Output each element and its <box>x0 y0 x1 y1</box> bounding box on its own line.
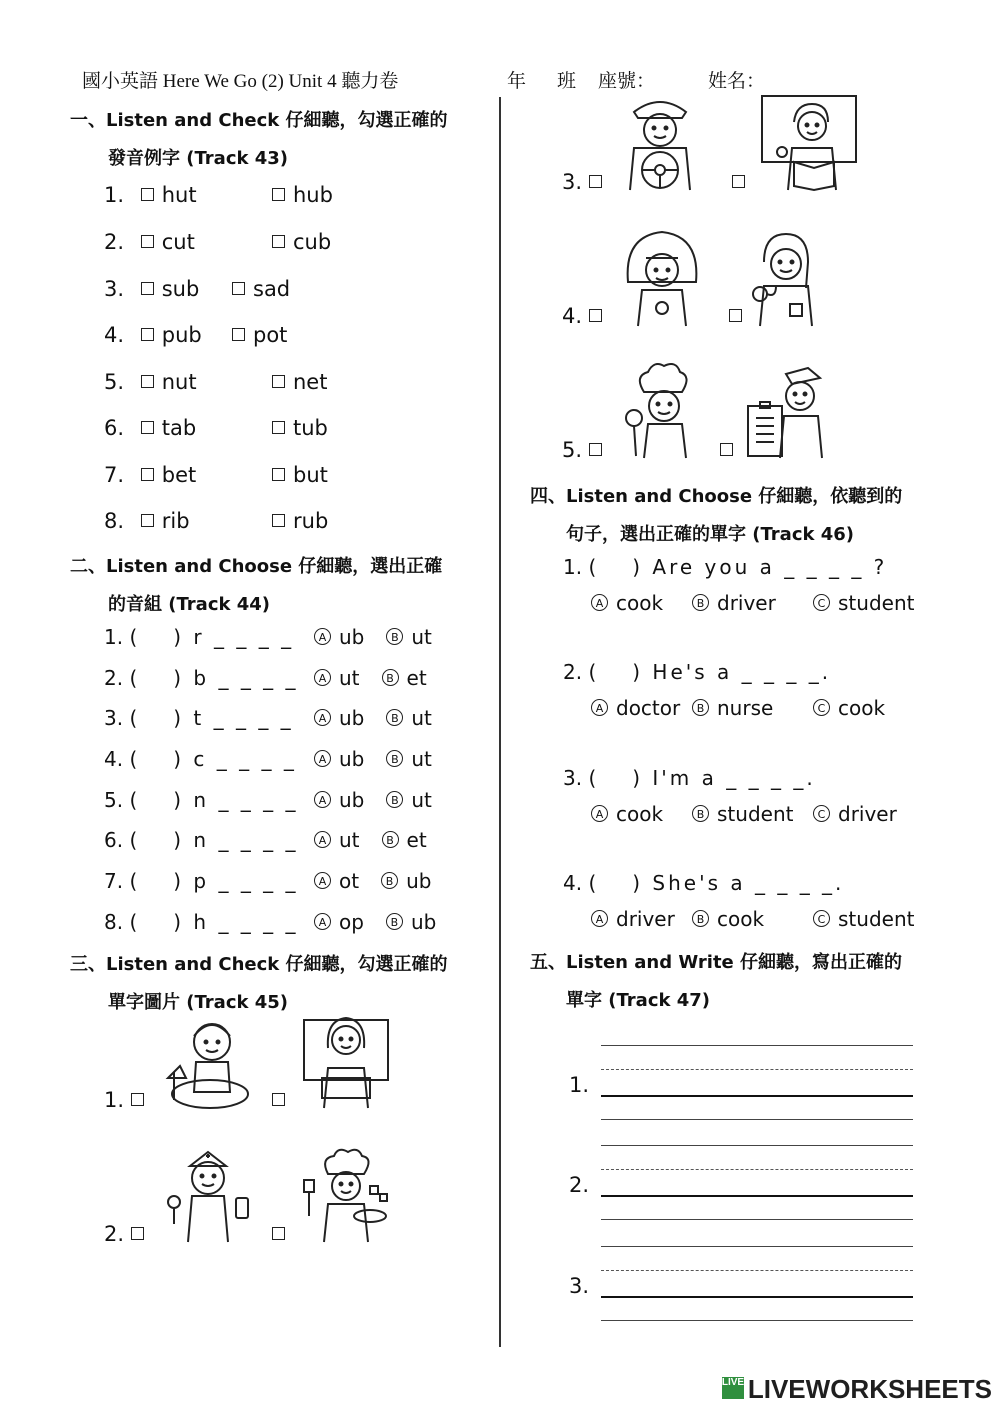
seat-label: 座號： <box>598 71 656 92</box>
s4-option-a: driver <box>616 907 675 931</box>
marker-b: B <box>381 872 398 889</box>
s2-item <box>104 910 299 934</box>
s4-option-a-wrap <box>591 591 663 615</box>
s3-item-5-num: 5. <box>562 438 583 462</box>
s5-item-num: 3. <box>569 1274 590 1298</box>
s4-option-c: cook <box>838 696 886 720</box>
s2-option-a: ub <box>339 625 365 649</box>
marker-a: A <box>314 872 331 889</box>
s1-item-num: 8. <box>104 509 125 533</box>
s4-sentence: ) Are you a _ _ _ _ ? <box>632 555 888 579</box>
s2-item <box>104 869 299 893</box>
student-icon <box>160 1012 256 1112</box>
s1-item-num: 6. <box>104 416 125 440</box>
s4-item-num: 1. ( <box>563 555 597 579</box>
s1-item-num: 2. <box>104 230 125 254</box>
s1-checkbox-b[interactable] <box>272 421 285 434</box>
marker-b: B <box>382 669 399 686</box>
section4-heading: 四、Listen and Choose 仔細聽，依聽到的 <box>530 486 903 507</box>
name-label: 姓名： <box>708 71 766 92</box>
s1-item-b <box>232 323 287 347</box>
s2-option-b: ut <box>411 706 432 730</box>
s4-item <box>563 660 831 684</box>
s2-options <box>314 666 427 690</box>
s4-option-c-wrap <box>813 696 885 720</box>
write-line-top <box>601 1045 913 1046</box>
s1-item-b <box>272 463 328 487</box>
s3-item-3-checkbox-b[interactable] <box>732 175 745 188</box>
year-label: 年 <box>507 71 527 92</box>
girl-student-icon <box>620 228 704 328</box>
s1-item-b <box>272 183 333 207</box>
teacher-icon <box>298 1012 394 1112</box>
s1-checkbox-a[interactable] <box>141 328 154 341</box>
s1-option-b: rub <box>293 509 329 533</box>
s4-option-b-wrap <box>692 696 773 720</box>
s5-item-num: 2. <box>569 1173 590 1197</box>
s1-item <box>104 183 197 207</box>
s2-item <box>104 828 299 852</box>
worksheet-title: 國小英語 Here We Go (2) Unit 4 聽力卷 <box>82 71 399 92</box>
s2-option-a: ub <box>339 706 365 730</box>
s1-item-b <box>272 416 328 440</box>
s1-option-a: sub <box>161 277 200 301</box>
s1-item-b <box>272 230 331 254</box>
s2-item-letter: ) t _ _ _ _ <box>173 706 294 730</box>
section2-subheading: 的音組 (Track 44) <box>108 594 270 615</box>
write-line-mid <box>601 1169 913 1170</box>
s3-item-2-b <box>272 1222 293 1246</box>
write-line-base[interactable] <box>601 1195 913 1197</box>
s1-option-a: nut <box>161 370 197 394</box>
s4-option-a-wrap <box>591 696 680 720</box>
s3-item-1-num: 1. <box>104 1088 125 1112</box>
s1-item <box>104 323 202 347</box>
s3-item-2-checkbox-a[interactable] <box>131 1227 144 1240</box>
s4-option-c-wrap <box>813 907 914 931</box>
s1-checkbox-a[interactable] <box>141 375 154 388</box>
s2-item-letter: ) h _ _ _ _ <box>173 910 299 934</box>
s1-checkbox-b[interactable] <box>272 375 285 388</box>
write-line-mid <box>601 1069 913 1070</box>
s2-option-a: ut <box>339 828 360 852</box>
s1-option-b: but <box>293 463 328 487</box>
s4-item <box>563 555 887 579</box>
s2-options <box>314 828 427 852</box>
s3-item-1 <box>104 1088 152 1112</box>
marker-b: B <box>386 709 403 726</box>
s1-option-a: rib <box>161 509 190 533</box>
s3-item-4 <box>562 304 610 328</box>
s4-option-a: doctor <box>616 696 681 720</box>
s2-option-a: ub <box>339 747 365 771</box>
s1-item-b <box>272 370 327 394</box>
s2-item-num: 2. ( <box>104 666 138 690</box>
marker-c: C <box>813 699 830 716</box>
nurse-icon <box>160 1144 256 1244</box>
marker-a: A <box>314 709 331 726</box>
section4-subheading: 句子，選出正確的單字 (Track 46) <box>566 524 854 545</box>
s4-option-b-wrap <box>692 591 776 615</box>
s2-item <box>104 666 299 690</box>
liveworksheets-logo-text: LIVEWORKSHEETS <box>747 1374 992 1404</box>
section5-heading: 五、Listen and Write 仔細聽，寫出正確的 <box>530 952 903 973</box>
marker-a: A <box>314 913 331 930</box>
s2-item-num: 8. ( <box>104 910 138 934</box>
s3-item-2 <box>104 1222 152 1246</box>
s1-checkbox-b[interactable] <box>272 514 285 527</box>
s3-item-5-checkbox-b[interactable] <box>720 443 733 456</box>
s1-checkbox-b[interactable] <box>232 328 245 341</box>
s2-item <box>104 788 299 812</box>
s4-option-a-wrap <box>591 907 675 931</box>
marker-a: A <box>314 628 331 645</box>
marker-b: B <box>382 831 399 848</box>
s1-item <box>104 463 196 487</box>
s2-option-b: ub <box>406 869 432 893</box>
driver-icon <box>620 92 700 192</box>
s3-item-5 <box>562 438 610 462</box>
marker-b: B <box>386 913 403 930</box>
s3-item-2-checkbox-b[interactable] <box>272 1227 285 1240</box>
s2-item-letter: ) b _ _ _ _ <box>173 666 299 690</box>
s3-item-5-checkbox-a[interactable] <box>589 443 602 456</box>
s4-option-b: cook <box>717 907 765 931</box>
s4-sentence: ) I'm a _ _ _ _. <box>632 766 816 790</box>
s4-option-b: nurse <box>717 696 774 720</box>
s2-option-a: ut <box>339 666 360 690</box>
s2-item-letter: ) p _ _ _ _ <box>173 869 299 893</box>
s2-options <box>314 625 432 649</box>
doctor-icon <box>742 228 822 328</box>
s4-option-a: cook <box>616 802 664 826</box>
s4-item <box>563 766 816 790</box>
nurse-clipboard-icon <box>744 360 828 460</box>
s2-option-b: et <box>406 666 427 690</box>
s1-item-b <box>232 277 290 301</box>
s1-option-a: cut <box>161 230 195 254</box>
teacher-man-icon <box>758 92 858 192</box>
s1-checkbox-a[interactable] <box>141 282 154 295</box>
cook-icon <box>298 1144 394 1244</box>
s2-item <box>104 747 297 771</box>
s1-option-a: pub <box>161 323 202 347</box>
s3-item-1-checkbox-a[interactable] <box>131 1093 144 1106</box>
write-line-bottom <box>601 1320 913 1321</box>
section1-heading: 一、Listen and Check 仔細聽，勾選正確的 <box>70 110 448 131</box>
marker-a: A <box>591 805 608 822</box>
s3-item-5-b <box>720 438 741 462</box>
marker-a: A <box>314 831 331 848</box>
s1-item-num: 4. <box>104 323 125 347</box>
marker-a: A <box>591 594 608 611</box>
section1-subheading: 發音例字 (Track 43) <box>108 148 288 169</box>
s4-item-num: 2. ( <box>563 660 597 684</box>
s3-item-2-num: 2. <box>104 1222 125 1246</box>
marker-b: B <box>386 628 403 645</box>
s1-item-num: 1. <box>104 183 125 207</box>
s4-option-a: cook <box>616 591 664 615</box>
s1-item-num: 5. <box>104 370 125 394</box>
s4-option-c-wrap <box>813 591 914 615</box>
s4-option-a-wrap <box>591 802 663 826</box>
s4-option-c: student <box>838 591 915 615</box>
s1-item <box>104 416 196 440</box>
s1-checkbox-b[interactable] <box>272 188 285 201</box>
s1-option-b: tub <box>293 416 328 440</box>
column-divider <box>499 97 501 1347</box>
s2-options <box>314 788 432 812</box>
s1-option-a: tab <box>161 416 197 440</box>
s2-item <box>104 625 294 649</box>
s2-item-num: 7. ( <box>104 869 138 893</box>
s2-item-num: 3. ( <box>104 706 138 730</box>
s2-item-letter: ) n _ _ _ _ <box>173 788 299 812</box>
liveworksheets-logo <box>722 1374 992 1405</box>
s1-checkbox-b[interactable] <box>232 282 245 295</box>
liveworksheets-logo-mark: LIVE <box>722 1377 744 1399</box>
s1-item <box>104 370 197 394</box>
marker-c: C <box>813 594 830 611</box>
section3-heading: 三、Listen and Check 仔細聽，勾選正確的 <box>70 954 448 975</box>
s4-option-c: student <box>838 907 915 931</box>
s2-item-letter: ) n _ _ _ _ <box>173 828 299 852</box>
s5-item-num: 1. <box>569 1073 590 1097</box>
s1-option-b: net <box>293 370 328 394</box>
marker-b: B <box>692 699 709 716</box>
s3-item-4-num: 4. <box>562 304 583 328</box>
s4-option-c-wrap <box>813 802 897 826</box>
section5-subheading: 單字 (Track 47) <box>566 990 710 1011</box>
s3-item-3-b <box>732 170 753 194</box>
s2-item-num: 1. ( <box>104 625 138 649</box>
s2-item-letter: ) c _ _ _ _ <box>173 747 297 771</box>
s2-option-b: ut <box>411 788 432 812</box>
s4-option-c: driver <box>838 802 897 826</box>
marker-a: A <box>314 750 331 767</box>
s2-item-num: 4. ( <box>104 747 138 771</box>
marker-a: A <box>314 791 331 808</box>
marker-a: A <box>314 669 331 686</box>
s4-item-num: 4. ( <box>563 871 597 895</box>
s1-option-b: sad <box>253 277 291 301</box>
write-line-bottom <box>601 1119 913 1120</box>
marker-b: B <box>692 805 709 822</box>
s1-item <box>104 277 199 301</box>
s2-option-b: et <box>406 828 427 852</box>
s3-item-3 <box>562 170 610 194</box>
s2-option-a: op <box>339 910 364 934</box>
s2-option-a: ub <box>339 788 365 812</box>
write-line-bottom <box>601 1219 913 1220</box>
s1-checkbox-a[interactable] <box>141 468 154 481</box>
s2-item-num: 6. ( <box>104 828 138 852</box>
s4-option-b-wrap <box>692 802 793 826</box>
write-line-base[interactable] <box>601 1095 913 1097</box>
s2-option-b: ub <box>410 910 437 934</box>
marker-a: A <box>591 910 608 927</box>
s2-item <box>104 706 294 730</box>
marker-b: B <box>692 594 709 611</box>
s1-checkbox-a[interactable] <box>141 514 154 527</box>
s4-item-num: 3. ( <box>563 766 597 790</box>
write-line-top <box>601 1246 913 1247</box>
s4-sentence: ) She's a _ _ _ _. <box>632 871 845 895</box>
s3-item-4-checkbox-b[interactable] <box>729 309 742 322</box>
s4-option-b-wrap <box>692 907 764 931</box>
marker-b: B <box>386 791 403 808</box>
s3-item-1-checkbox-b[interactable] <box>272 1093 285 1106</box>
s1-checkbox-a[interactable] <box>141 235 154 248</box>
s1-item-b <box>272 509 328 533</box>
s1-item <box>104 509 190 533</box>
s3-item-3-checkbox-a[interactable] <box>589 175 602 188</box>
s2-item-letter: ) r _ _ _ _ <box>173 625 295 649</box>
s1-item <box>104 230 195 254</box>
s2-options <box>314 747 432 771</box>
s3-item-1-b <box>272 1088 293 1112</box>
s1-checkbox-b[interactable] <box>272 468 285 481</box>
s1-checkbox-a[interactable] <box>141 188 154 201</box>
s3-item-3-num: 3. <box>562 170 583 194</box>
section2-heading: 二、Listen and Choose 仔細聽，選出正確 <box>70 556 443 577</box>
marker-a: A <box>591 699 608 716</box>
s2-options <box>314 706 432 730</box>
s2-option-b: ut <box>411 625 432 649</box>
s1-checkbox-b[interactable] <box>272 235 285 248</box>
write-line-mid <box>601 1270 913 1271</box>
s1-option-a: bet <box>161 463 197 487</box>
s1-option-b: hub <box>293 183 333 207</box>
s4-option-b: student <box>717 802 794 826</box>
cook-girl-icon <box>618 360 702 460</box>
s1-option-b: pot <box>253 323 288 347</box>
class-label: 班 <box>557 71 577 92</box>
s1-option-b: cub <box>293 230 332 254</box>
s2-option-b: ut <box>411 747 432 771</box>
s1-option-a: hut <box>161 183 197 207</box>
s2-options <box>314 869 431 893</box>
s1-checkbox-a[interactable] <box>141 421 154 434</box>
s4-sentence: ) He's a _ _ _ _. <box>632 660 832 684</box>
s2-option-a: ot <box>339 869 360 893</box>
s2-options <box>314 910 436 934</box>
marker-c: C <box>813 910 830 927</box>
s1-item-num: 3. <box>104 277 125 301</box>
marker-b: B <box>386 750 403 767</box>
marker-c: C <box>813 805 830 822</box>
write-line-base[interactable] <box>601 1296 913 1298</box>
s4-item <box>563 871 844 895</box>
s4-option-b: driver <box>717 591 776 615</box>
write-line-top <box>601 1145 913 1146</box>
s1-item-num: 7. <box>104 463 125 487</box>
s2-item-num: 5. ( <box>104 788 138 812</box>
marker-b: B <box>692 910 709 927</box>
s3-item-4-checkbox-a[interactable] <box>589 309 602 322</box>
section3-subheading: 單字圖片 (Track 45) <box>108 992 288 1013</box>
